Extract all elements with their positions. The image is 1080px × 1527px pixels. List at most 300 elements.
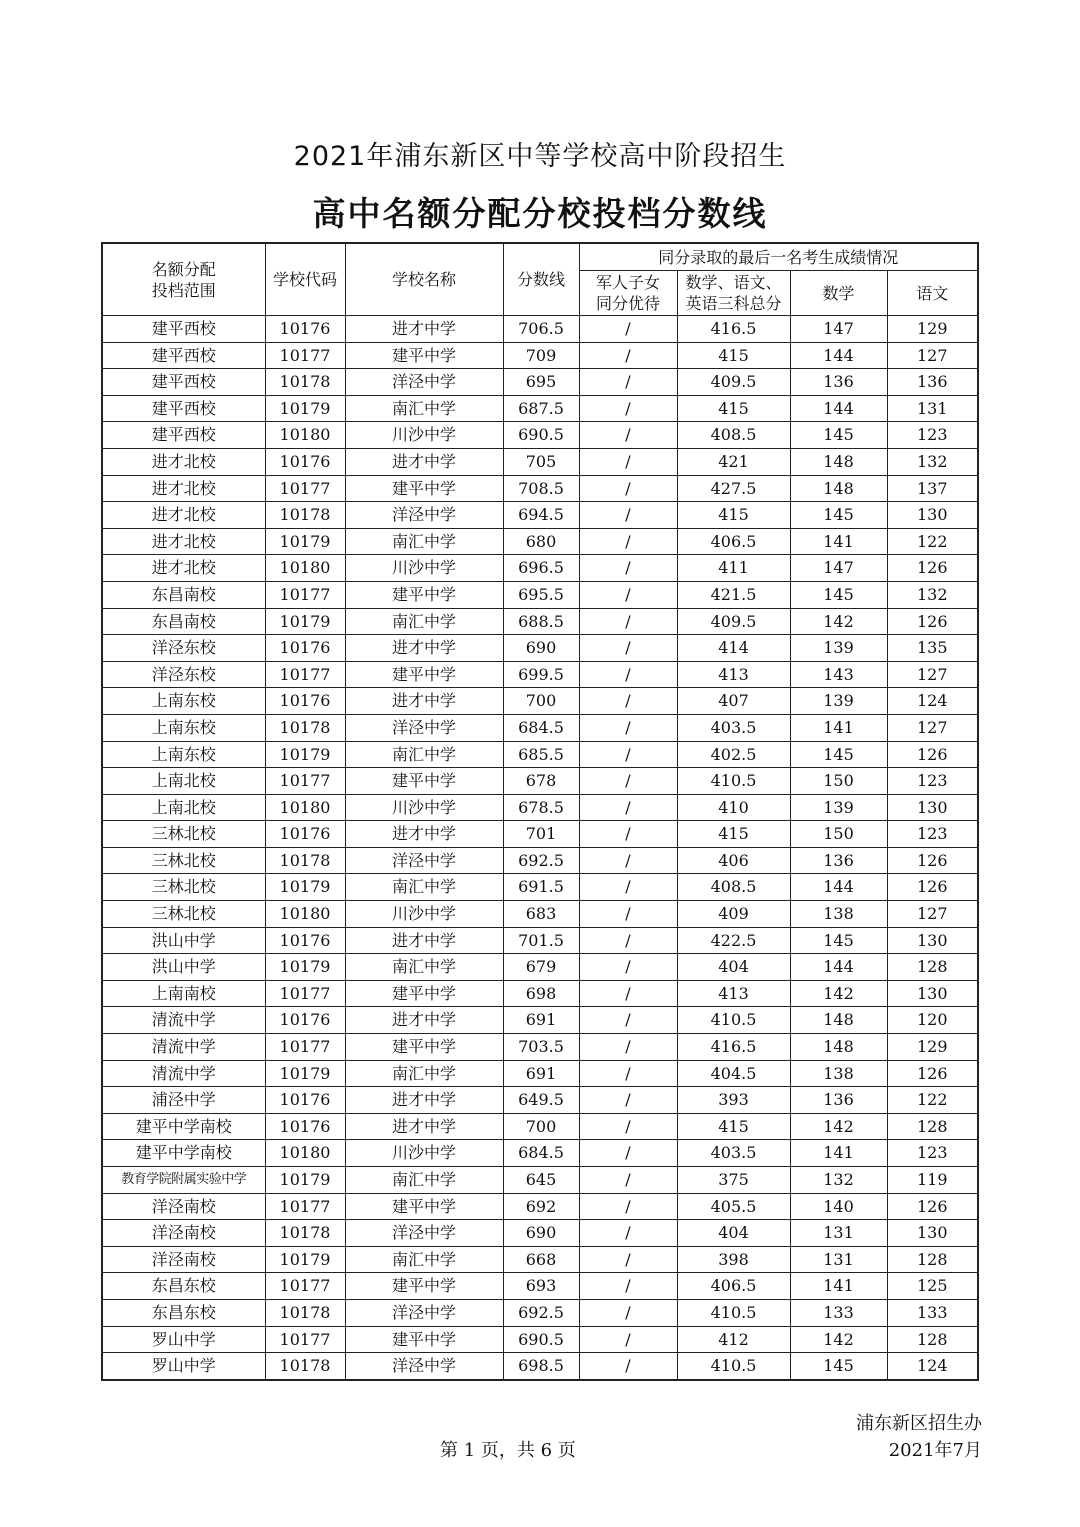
cell-code: 10180: [265, 794, 345, 821]
cell-score: 684.5: [503, 1140, 579, 1167]
header-math: 数学: [790, 271, 887, 316]
cell-math: 141: [790, 714, 887, 741]
table-row: [102, 927, 978, 954]
cell-math: 138: [790, 1060, 887, 1087]
cell-chinese: 130: [887, 980, 978, 1007]
cell-school: 南汇中学: [345, 528, 503, 555]
cell-chinese: 127: [887, 901, 978, 928]
cell-code: 10178: [265, 1353, 345, 1380]
cell-code: 10176: [265, 1007, 345, 1034]
table-row: [102, 1140, 978, 1167]
cell-school: 建平中学: [345, 475, 503, 502]
cell-range: 洪山中学: [102, 927, 265, 954]
cell-score: 695: [503, 369, 579, 396]
table-row: [102, 608, 978, 635]
cell-score: 683: [503, 901, 579, 928]
table-row: [102, 661, 978, 688]
cell-score: 692.5: [503, 847, 579, 874]
cell-total: 409: [677, 901, 790, 928]
cell-chinese: 136: [887, 369, 978, 396]
cell-score: 698.5: [503, 1353, 579, 1380]
cell-math: 140: [790, 1193, 887, 1220]
cell-score: 694.5: [503, 502, 579, 529]
cell-score: 692.5: [503, 1299, 579, 1326]
cell-score: 678.5: [503, 794, 579, 821]
table-row: [102, 555, 978, 582]
cell-range: 东昌南校: [102, 608, 265, 635]
cell-military: /: [579, 1193, 677, 1220]
cell-code: 10177: [265, 1273, 345, 1300]
table-row: [102, 821, 978, 848]
cell-score: 684.5: [503, 714, 579, 741]
cell-school: 川沙中学: [345, 901, 503, 928]
cell-code: 10177: [265, 661, 345, 688]
cell-code: 10179: [265, 874, 345, 901]
cell-total: 410.5: [677, 1299, 790, 1326]
cell-code: 10180: [265, 901, 345, 928]
table-row: [102, 1167, 978, 1194]
cell-code: 10180: [265, 422, 345, 449]
cell-school: 南汇中学: [345, 1246, 503, 1273]
cell-math: 139: [790, 635, 887, 662]
cell-range: 三林北校: [102, 901, 265, 928]
cell-school: 川沙中学: [345, 794, 503, 821]
cell-code: 10176: [265, 688, 345, 715]
cell-code: 10179: [265, 1060, 345, 1087]
cell-total: 427.5: [677, 475, 790, 502]
cell-range: 进才北校: [102, 502, 265, 529]
cell-math: 139: [790, 688, 887, 715]
cell-total: 404: [677, 954, 790, 981]
cell-math: 139: [790, 794, 887, 821]
cell-score: 690.5: [503, 422, 579, 449]
cell-school: 川沙中学: [345, 555, 503, 582]
cell-range: 三林北校: [102, 874, 265, 901]
cell-math: 136: [790, 1087, 887, 1114]
table-row: [102, 1273, 978, 1300]
cell-code: 10179: [265, 741, 345, 768]
cell-military: /: [579, 1034, 677, 1061]
cell-range: 清流中学: [102, 1007, 265, 1034]
cell-military: /: [579, 661, 677, 688]
cell-code: 10177: [265, 581, 345, 608]
cell-chinese: 126: [887, 741, 978, 768]
table-row: [102, 342, 978, 369]
cell-range: 教育学院附属实验中学: [102, 1167, 265, 1194]
cell-code: 10179: [265, 528, 345, 555]
issue-date: 2021年7月: [888, 1440, 982, 1461]
cell-military: /: [579, 741, 677, 768]
cell-range: 建平西校: [102, 342, 265, 369]
cell-code: 10179: [265, 395, 345, 422]
cell-range: 建平中学南校: [102, 1140, 265, 1167]
cell-chinese: 119: [887, 1167, 978, 1194]
cell-chinese: 126: [887, 1060, 978, 1087]
cell-chinese: 130: [887, 794, 978, 821]
cell-code: 10176: [265, 1087, 345, 1114]
table-row: [102, 901, 978, 928]
cell-range: 清流中学: [102, 1060, 265, 1087]
table-row: [102, 847, 978, 874]
cell-total: 398: [677, 1246, 790, 1273]
cell-total: 393: [677, 1087, 790, 1114]
cell-total: 403.5: [677, 714, 790, 741]
table-row: [102, 369, 978, 396]
table-row: [102, 954, 978, 981]
cell-school: 南汇中学: [345, 395, 503, 422]
cell-range: 建平中学南校: [102, 1113, 265, 1140]
cell-military: /: [579, 768, 677, 795]
cell-total: 405.5: [677, 1193, 790, 1220]
cell-score: 690: [503, 635, 579, 662]
cell-score: 703.5: [503, 1034, 579, 1061]
cell-range: 建平西校: [102, 316, 265, 343]
cell-military: /: [579, 1113, 677, 1140]
header-group: 同分录取的最后一名考生成绩情况: [579, 243, 978, 271]
cell-military: /: [579, 1140, 677, 1167]
cell-range: 洋泾东校: [102, 661, 265, 688]
cell-code: 10180: [265, 1140, 345, 1167]
header-range: 名额分配 投档范围: [102, 243, 265, 316]
cell-total: 410.5: [677, 1353, 790, 1380]
cell-math: 150: [790, 768, 887, 795]
table-row: [102, 1220, 978, 1247]
cell-chinese: 123: [887, 768, 978, 795]
cell-score: 698: [503, 980, 579, 1007]
cell-range: 洋泾东校: [102, 635, 265, 662]
cell-military: /: [579, 688, 677, 715]
cell-range: 建平西校: [102, 369, 265, 396]
cell-school: 建平中学: [345, 342, 503, 369]
cell-military: /: [579, 821, 677, 848]
cell-score: 708.5: [503, 475, 579, 502]
cell-range: 洋泾南校: [102, 1220, 265, 1247]
cell-chinese: 135: [887, 635, 978, 662]
cell-total: 406.5: [677, 1273, 790, 1300]
cell-military: /: [579, 555, 677, 582]
table-row: [102, 1113, 978, 1140]
cell-math: 133: [790, 1299, 887, 1326]
cell-range: 洋泾南校: [102, 1193, 265, 1220]
cell-math: 142: [790, 608, 887, 635]
cell-score: 688.5: [503, 608, 579, 635]
cell-math: 131: [790, 1246, 887, 1273]
header-score: 分数线: [503, 243, 579, 316]
cell-score: 705: [503, 448, 579, 475]
table-row: [102, 448, 978, 475]
cell-chinese: 124: [887, 688, 978, 715]
cell-school: 建平中学: [345, 1326, 503, 1353]
cell-math: 141: [790, 1273, 887, 1300]
cell-math: 144: [790, 954, 887, 981]
cell-total: 408.5: [677, 422, 790, 449]
cell-school: 进才中学: [345, 821, 503, 848]
cell-school: 建平中学: [345, 1034, 503, 1061]
cell-code: 10177: [265, 1034, 345, 1061]
cell-chinese: 123: [887, 1140, 978, 1167]
cell-score: 692: [503, 1193, 579, 1220]
cell-chinese: 126: [887, 1193, 978, 1220]
cell-chinese: 123: [887, 821, 978, 848]
cell-total: 416.5: [677, 1034, 790, 1061]
cell-score: 679: [503, 954, 579, 981]
cell-chinese: 130: [887, 1220, 978, 1247]
table-row: [102, 980, 978, 1007]
cell-total: 415: [677, 502, 790, 529]
table-row: [102, 1299, 978, 1326]
cell-math: 144: [790, 395, 887, 422]
document-subtitle: 高中名额分配分校投档分数线: [312, 194, 768, 233]
cell-math: 136: [790, 847, 887, 874]
cell-chinese: 127: [887, 714, 978, 741]
cell-chinese: 124: [887, 1353, 978, 1380]
cell-code: 10179: [265, 1167, 345, 1194]
table-row: [102, 1060, 978, 1087]
cell-code: 10177: [265, 1193, 345, 1220]
cell-military: /: [579, 502, 677, 529]
cell-math: 148: [790, 448, 887, 475]
cell-school: 进才中学: [345, 316, 503, 343]
header-military: 军人子女 同分优待: [579, 271, 677, 316]
cell-math: 136: [790, 369, 887, 396]
table-row: [102, 874, 978, 901]
cell-code: 10178: [265, 1220, 345, 1247]
cell-school: 洋泾中学: [345, 1220, 503, 1247]
cell-chinese: 128: [887, 1326, 978, 1353]
cell-total: 415: [677, 342, 790, 369]
cell-code: 10178: [265, 714, 345, 741]
cell-range: 上南南校: [102, 980, 265, 1007]
cell-range: 进才北校: [102, 555, 265, 582]
cell-military: /: [579, 1299, 677, 1326]
cell-score: 693: [503, 1273, 579, 1300]
cell-school: 洋泾中学: [345, 1299, 503, 1326]
cell-school: 建平中学: [345, 768, 503, 795]
cell-total: 406.5: [677, 528, 790, 555]
cell-military: /: [579, 1273, 677, 1300]
cell-range: 东昌南校: [102, 581, 265, 608]
cell-school: 南汇中学: [345, 1060, 503, 1087]
cell-code: 10180: [265, 555, 345, 582]
cell-military: /: [579, 581, 677, 608]
cell-total: 415: [677, 821, 790, 848]
cell-military: /: [579, 847, 677, 874]
cell-score: 700: [503, 1113, 579, 1140]
cell-total: 407: [677, 688, 790, 715]
cell-math: 138: [790, 901, 887, 928]
table-row: [102, 688, 978, 715]
cell-math: 147: [790, 316, 887, 343]
cell-score: 691: [503, 1007, 579, 1034]
table-row: [102, 714, 978, 741]
cell-range: 上南东校: [102, 688, 265, 715]
cell-chinese: 125: [887, 1273, 978, 1300]
table-row: [102, 741, 978, 768]
cell-code: 10177: [265, 475, 345, 502]
cell-military: /: [579, 528, 677, 555]
header-total: 数学、语文、 英语三科总分: [677, 271, 790, 316]
cell-total: 409.5: [677, 369, 790, 396]
cell-math: 145: [790, 927, 887, 954]
cell-range: 清流中学: [102, 1034, 265, 1061]
cell-total: 408.5: [677, 874, 790, 901]
cell-school: 南汇中学: [345, 1167, 503, 1194]
header-name: 学校名称: [345, 243, 503, 316]
cell-chinese: 131: [887, 395, 978, 422]
cell-total: 410.5: [677, 1007, 790, 1034]
cell-total: 413: [677, 661, 790, 688]
cell-code: 10177: [265, 768, 345, 795]
cell-total: 422.5: [677, 927, 790, 954]
cell-military: /: [579, 342, 677, 369]
cell-range: 东昌东校: [102, 1299, 265, 1326]
cell-school: 建平中学: [345, 980, 503, 1007]
table-row: [102, 1353, 978, 1380]
cell-range: 上南北校: [102, 794, 265, 821]
cell-score: 691.5: [503, 874, 579, 901]
cell-range: 建平西校: [102, 422, 265, 449]
table-row: [102, 502, 978, 529]
cell-chinese: 130: [887, 927, 978, 954]
cell-chinese: 126: [887, 608, 978, 635]
cell-math: 131: [790, 1220, 887, 1247]
cell-military: /: [579, 395, 677, 422]
cell-school: 洋泾中学: [345, 1353, 503, 1380]
cell-total: 403.5: [677, 1140, 790, 1167]
cell-chinese: 128: [887, 954, 978, 981]
cell-score: 699.5: [503, 661, 579, 688]
cell-total: 413: [677, 980, 790, 1007]
cell-code: 10176: [265, 927, 345, 954]
cell-range: 上南北校: [102, 768, 265, 795]
cell-total: 414: [677, 635, 790, 662]
cell-school: 进才中学: [345, 1007, 503, 1034]
cell-math: 143: [790, 661, 887, 688]
table-row: [102, 635, 978, 662]
cell-score: 645: [503, 1167, 579, 1194]
cell-school: 建平中学: [345, 581, 503, 608]
cell-code: 10178: [265, 502, 345, 529]
cell-military: /: [579, 1087, 677, 1114]
cell-code: 10176: [265, 1113, 345, 1140]
table-row: [102, 395, 978, 422]
header-code: 学校代码: [265, 243, 345, 316]
cell-math: 142: [790, 1326, 887, 1353]
cell-school: 进才中学: [345, 927, 503, 954]
cell-military: /: [579, 635, 677, 662]
cell-school: 建平中学: [345, 1193, 503, 1220]
cell-military: /: [579, 714, 677, 741]
cell-math: 148: [790, 475, 887, 502]
cell-math: 145: [790, 581, 887, 608]
cell-score: 690: [503, 1220, 579, 1247]
cell-school: 南汇中学: [345, 741, 503, 768]
cell-score: 701.5: [503, 927, 579, 954]
cell-military: /: [579, 608, 677, 635]
cell-chinese: 128: [887, 1246, 978, 1273]
cell-code: 10177: [265, 1326, 345, 1353]
cell-score: 687.5: [503, 395, 579, 422]
cell-score: 700: [503, 688, 579, 715]
cell-chinese: 132: [887, 581, 978, 608]
cell-chinese: 122: [887, 1087, 978, 1114]
cell-military: /: [579, 448, 677, 475]
cell-school: 进才中学: [345, 688, 503, 715]
cell-score: 706.5: [503, 316, 579, 343]
cell-chinese: 129: [887, 316, 978, 343]
cell-school: 进才中学: [345, 448, 503, 475]
table-row: [102, 422, 978, 449]
table-row: [102, 1193, 978, 1220]
cell-code: 10178: [265, 1299, 345, 1326]
cell-code: 10178: [265, 369, 345, 396]
cell-school: 进才中学: [345, 635, 503, 662]
cell-military: /: [579, 1007, 677, 1034]
cell-range: 罗山中学: [102, 1353, 265, 1380]
cell-code: 10179: [265, 1246, 345, 1273]
cell-code: 10176: [265, 821, 345, 848]
cell-military: /: [579, 954, 677, 981]
issuing-office: 浦东新区招生办: [856, 1413, 982, 1434]
cell-score: 695.5: [503, 581, 579, 608]
cell-chinese: 126: [887, 874, 978, 901]
cell-score: 701: [503, 821, 579, 848]
cell-military: /: [579, 1060, 677, 1087]
cell-total: 421: [677, 448, 790, 475]
cell-military: /: [579, 794, 677, 821]
cell-military: /: [579, 874, 677, 901]
cell-score: 678: [503, 768, 579, 795]
cell-score: 649.5: [503, 1087, 579, 1114]
cell-range: 建平西校: [102, 395, 265, 422]
cell-code: 10179: [265, 954, 345, 981]
header-chinese: 语文: [887, 271, 978, 316]
cell-chinese: 132: [887, 448, 978, 475]
cell-range: 三林北校: [102, 821, 265, 848]
cell-total: 412: [677, 1326, 790, 1353]
cell-school: 川沙中学: [345, 422, 503, 449]
cell-math: 142: [790, 1113, 887, 1140]
cell-total: 416.5: [677, 316, 790, 343]
cell-chinese: 122: [887, 528, 978, 555]
cell-total: 409.5: [677, 608, 790, 635]
cell-military: /: [579, 475, 677, 502]
cell-military: /: [579, 369, 677, 396]
cell-range: 洋泾南校: [102, 1246, 265, 1273]
cell-total: 406: [677, 847, 790, 874]
cell-code: 10178: [265, 847, 345, 874]
cell-school: 洋泾中学: [345, 369, 503, 396]
cell-military: /: [579, 1167, 677, 1194]
table-row: [102, 1007, 978, 1034]
cell-total: 410: [677, 794, 790, 821]
cell-total: 415: [677, 1113, 790, 1140]
cell-total: 404.5: [677, 1060, 790, 1087]
score-table: [101, 242, 979, 1381]
cell-score: 709: [503, 342, 579, 369]
cell-school: 洋泾中学: [345, 714, 503, 741]
table-row: [102, 581, 978, 608]
cell-total: 375: [677, 1167, 790, 1194]
cell-range: 上南东校: [102, 714, 265, 741]
cell-military: /: [579, 316, 677, 343]
cell-school: 进才中学: [345, 1113, 503, 1140]
cell-school: 洋泾中学: [345, 847, 503, 874]
cell-range: 东昌东校: [102, 1273, 265, 1300]
cell-chinese: 126: [887, 555, 978, 582]
table-row: [102, 475, 978, 502]
table-row: [102, 794, 978, 821]
